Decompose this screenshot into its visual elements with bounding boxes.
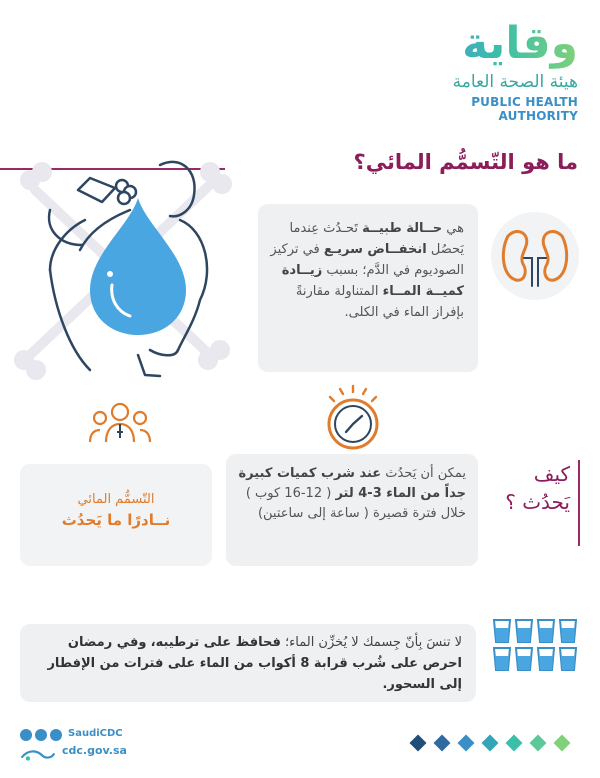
logo-wordmark: وقاية [388, 18, 578, 70]
twitter-icon[interactable] [20, 729, 32, 741]
logo-english-name: PUBLIC HEALTH AUTHORITY [471, 95, 578, 123]
rare-subtitle: نــادرًا ما يَحدُث [61, 511, 171, 529]
how-part-2: ( 12-16 كوب ) خلال فترة قصيرة ( ساعة إلى ساعتين) [245, 486, 466, 521]
drinking-person-illustration [10, 150, 235, 380]
advice-text [20, 624, 476, 702]
def-part-1: هي [442, 221, 464, 236]
social-icons [20, 728, 62, 742]
rare-title: التّسمُّم المائي [77, 492, 155, 507]
def-bold-2: انخفــاض سريـع [323, 242, 427, 257]
how-part-1: يمكن أن يَحدُث [381, 466, 466, 481]
ministry-logo-icon [14, 744, 62, 770]
logo-arabic-name: هيئة الصحة العامة [452, 72, 578, 92]
how-label-line2: يَحدُث ؟ [505, 490, 570, 514]
website-link[interactable]: cdc.gov.sa [62, 744, 127, 757]
how-label-line1: كيف [533, 462, 570, 486]
def-part-2: تَحـدُث عِندما يَحصُل [289, 221, 464, 257]
social-handle[interactable]: SaudiCDC [68, 728, 123, 739]
water-glasses-icon [492, 618, 582, 674]
advice-bold-2: وفي رمضان احرص على شُرب قرابة 8 أكواب من الماء على فترات من الإفطار إلى السحور. [47, 635, 462, 692]
decorative-diamonds [408, 734, 582, 752]
linkedin-icon[interactable] [50, 729, 62, 741]
def-part-3: في تركيز الصوديوم في الدَّم؛ بسبب [270, 242, 464, 278]
instagram-icon[interactable] [35, 729, 47, 741]
people-icon [88, 398, 152, 446]
kidney-icon [490, 206, 580, 306]
definition-text [258, 204, 478, 372]
advice-part-1: لا تنسَ بِأنّ جِسمك لا يُخزِّن الماء؛ [280, 635, 462, 650]
how-label [486, 460, 580, 546]
logo [388, 18, 578, 123]
page-title: ما هو التّسمُّم المائي؟ [353, 150, 578, 174]
def-bold-3: زيــادة كميــة المــاء [281, 263, 464, 299]
how-text [226, 454, 478, 566]
def-bold-1: حــالة طبيــة [362, 221, 443, 236]
def-part-4: المتناولة مقارنةً بإفراز الماء في الكلى. [295, 284, 464, 320]
rare-box [20, 464, 212, 566]
clock-icon [322, 384, 384, 450]
how-bold-1: عند شرب كميات كبيرة جداً من الماء 3-4 لتر [238, 466, 466, 501]
advice-bold-1: فحافظ على ترطيبه، [150, 635, 281, 650]
